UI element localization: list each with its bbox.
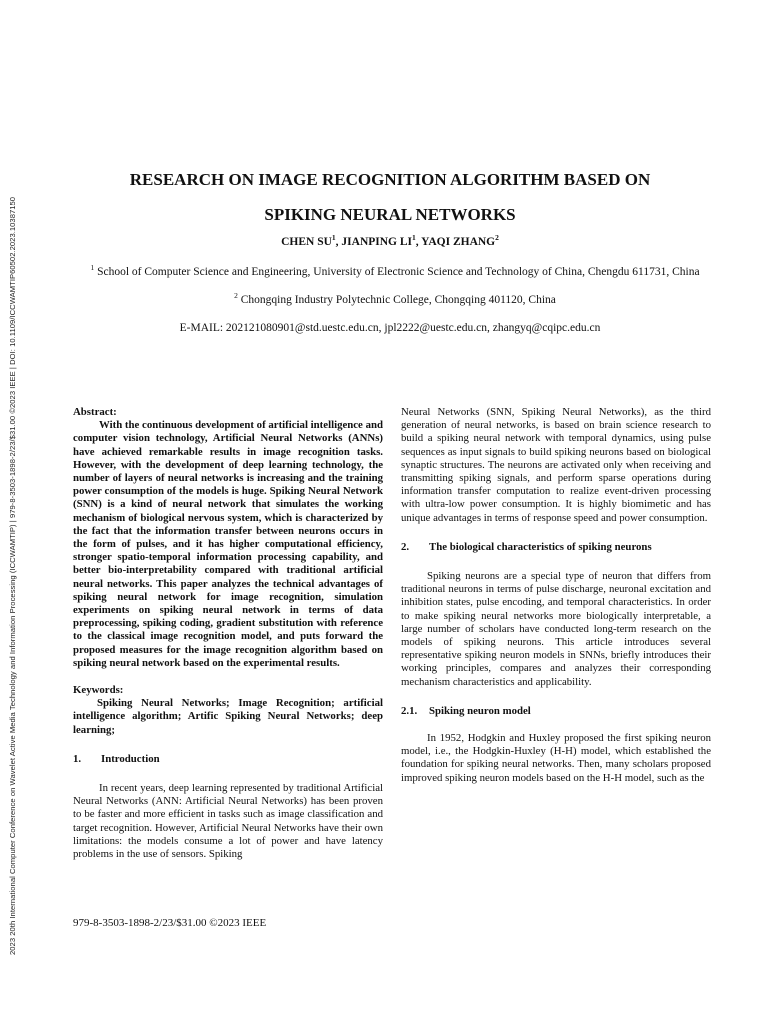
paper-title-line-1: RESEARCH ON IMAGE RECOGNITION ALGORITHM BASED ON [129, 170, 651, 189]
section-number: 1. [73, 752, 82, 765]
sidebar-citation [8, 70, 31, 955]
keywords-text: Spiking Neural Networks; Image Recognition; artificial intelligence algorithm; Artific Spiking Neural Networks; deep learning; [73, 697, 383, 736]
affiliation-mark: 1 [90, 263, 95, 273]
left-column [73, 406, 383, 861]
paper-title-line-2: SPIKING NEURAL NETWORKS [264, 205, 516, 224]
affiliation-text: Chongqing Industry Polytechnic College, Chongqing 401120, China [240, 294, 556, 306]
intro-continuation-paragraph: Neural Networks (SNN, Spiking Neural Networks), as the third generation of neural networks, is based on brain science research to build a spiking neural network with temporal dynamics, using pulse sequences as input signals to build spiking neurons based on biological synaptic structures. The neurons are activated only when receiving and transmitting spiking signals, and perform sparse operations during information transfer computation to realize event-driven processing with ultra-low power consumption. It is highly biomimetic and has unique advantages in terms of response speed and power consumption. [401, 406, 711, 524]
affiliation-1 [80, 265, 710, 279]
section-1-heading [73, 753, 383, 766]
author-name: YAQI ZHANG [421, 236, 496, 248]
section-number: 2. [401, 540, 410, 553]
author-name: JIANPING LI [341, 236, 413, 248]
author-name: CHEN SU [281, 236, 332, 248]
author-affiliation-mark: 1 [331, 233, 336, 243]
section-title: Spiking neuron model [429, 704, 531, 717]
affiliation-mark: 2 [234, 291, 238, 301]
affiliation-2 [80, 293, 710, 307]
section-title: The biological characteristics of spiking neurons [429, 540, 652, 553]
section-title: Introduction [101, 752, 160, 765]
author-affiliation-mark: 1 [412, 233, 416, 243]
affiliation-text: School of Computer Science and Engineering, University of Electronic Science and Technology of China, Chengdu 611731, China [97, 266, 700, 278]
keywords-label: Keywords: [73, 684, 124, 697]
email-line: E-MAIL: 202121080901@std.uestc.edu.cn, jpl2222@uestc.edu.cn, zhangyq@cqipc.edu.cn [179, 322, 601, 334]
section-2-1-heading [401, 705, 711, 718]
section-2-paragraph: Spiking neurons are a special type of neuron that differs from traditional neurons in terms of pulse discharge, neuronal excitation and inhibition states, pulse encoding, and temporal characteristics. In order to make spiking neural networks more biologically interpretable, a large number of scholars have conducted long-term research on the models of spiking neurons. This article introduces several representative spiking neuron models in SNNs, briefly introduces their working principles, compares and analyzes their corresponding mechanism characteristics and applicability. [401, 570, 711, 688]
copyright-footer: 979-8-3503-1898-2/23/$31.00 ©2023 IEEE [73, 917, 267, 929]
author-affiliation-mark: 2 [495, 233, 499, 243]
author-list: CHEN $SU^1$, JIANPING $LI^1$, YAQI ZHANG$^2$ [281, 233, 499, 248]
abstract-label: Abstract: [73, 406, 117, 418]
section-2-1-paragraph: In 1952, Hodgkin and Huxley proposed the first spiking neuron model, i.e., the Hodgkin-Huxley (H-H) model, which established the foundation for spiking neural networks. Then, many scholars proposed improved spiking neuron models based on the H-H model, such as the [401, 732, 711, 784]
section-1-paragraph: In recent years, deep learning represented by traditional Artificial Neural Networks (ANN: Artificial Neural Networks) has been proven to be faster and more efficient in tasks such as image classification and target recognition. However, Artificial Neural Networks have their own limitations: the models consume a lot of power and have latency problems in the use of sensors. Spiking [73, 782, 383, 861]
sidebar-citation-text: 2023 20th International Computer Conference on Wavelet Active Media Technology and Information Processing (ICCWAMTIP) | 979-8-3503-1898-2/23/$31.00 ©2023 IEEE | DOI: 10.1109/ICCWAMTIP60502.2023.10387150 [8, 196, 17, 955]
right-column [401, 406, 711, 785]
abstract-text: With the continuous development of artificial intelligence and computer vision technology, Artificial Neural Networks (ANNs) have achieved remarkable results in image recognition tasks. However, with the development of deep learning technology, the number of layers of neural networks is increasing and the training power consumption of the models is huge. Spiking Neural Network (SNN) is a kind of neural network that simulates the working mechanism of biological nervous system, which is characterized by the fact that the information transfer between neurons occurs in the form of pulses, and it has higher computational efficiency, stronger spatio-temporal information processing capability, and better bio-interpretability compared with traditional artificial neural networks. This paper analyzes the technical advantages of spiking neural network for image recognition, simulation experiments on spiking neural network in terms of data preprocessing, spiking coding, gradient substitution with reference to the classical image recognition model, and puts forward the proposed measures for the image recognition algorithm based on spiking neural network based on the experimental results. [73, 419, 383, 669]
section-2-heading [401, 541, 711, 554]
section-number: 2.1. [401, 704, 418, 717]
